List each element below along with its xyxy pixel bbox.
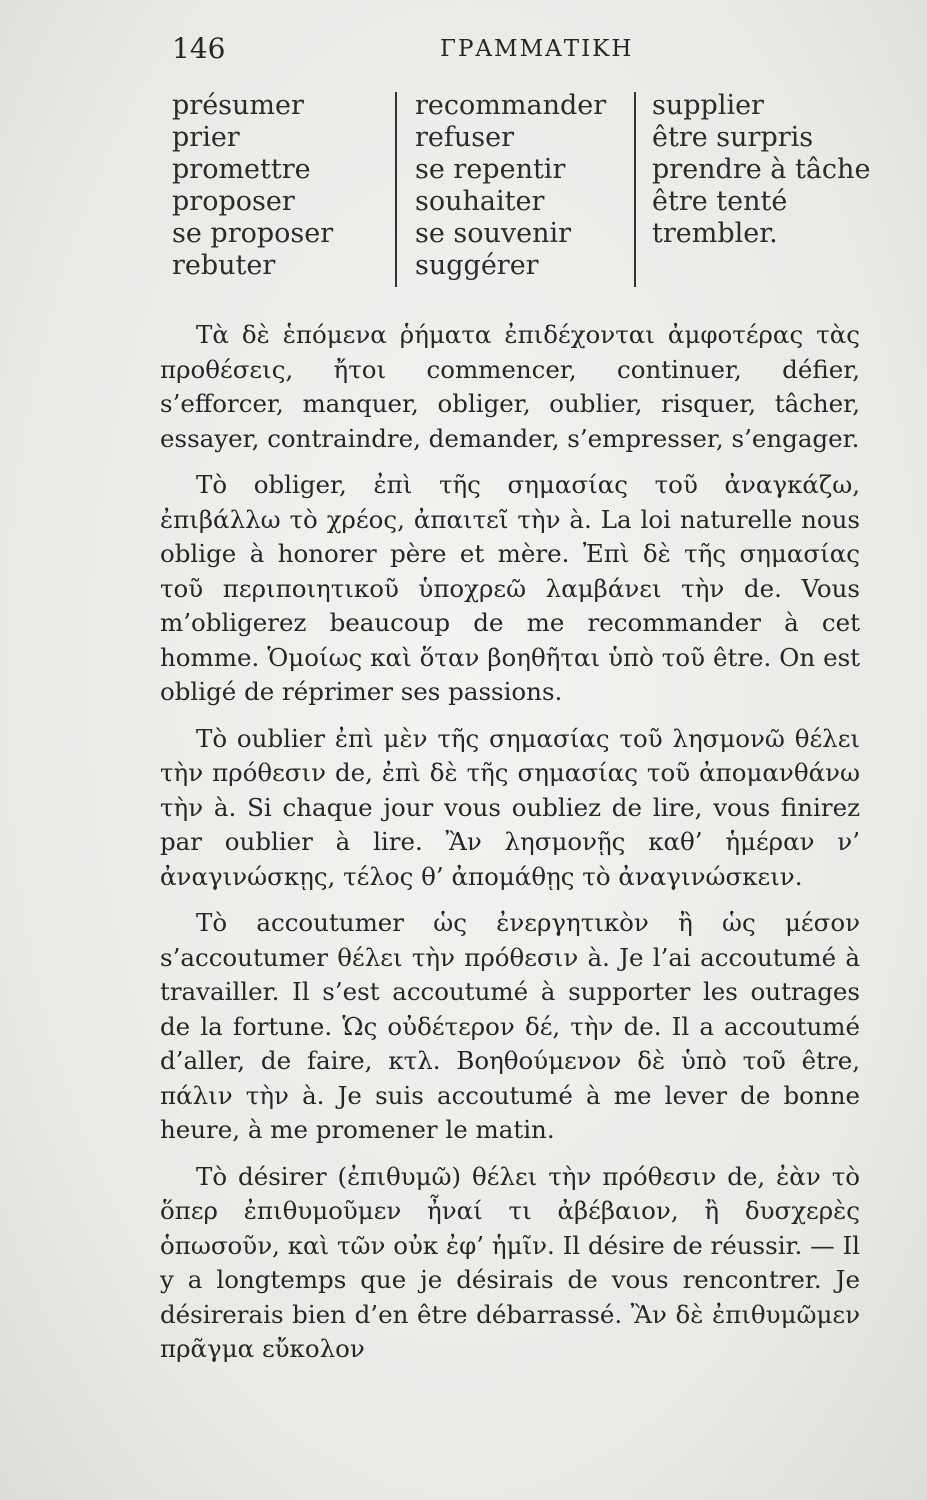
paragraph-obliger: Τὸ obliger, ἐπὶ τῆς σημασίας τοῦ ἀναγκάζω, ἐπιβάλλω τὸ χρέος, ἀπαιτεῖ τὴν à. La loi naturelle nous oblige à honorer père et mère. Ἐπὶ δὲ τῆς σημασίας τοῦ περιποιητικοῦ ὑποχρεῶ λαμβάνει τὴν de. Vous m’obligerez beaucoup de me recommander à cet homme. Ὁμοίως καὶ ὅταν βοηθῆται ὑπὸ τοῦ être. On est obligé de réprimer ses passions. (160, 470, 860, 706)
verb-item: promettre (172, 154, 311, 185)
verb-item: trembler. (652, 218, 778, 249)
verb-item: prendre à tâche (652, 154, 871, 185)
verb-item: supplier (652, 90, 764, 121)
verb-item: se proposer (172, 218, 334, 249)
verb-item: recommander (415, 90, 607, 121)
verb-item: souhaiter (415, 186, 545, 217)
paragraph-both-prepositions: Τὰ δὲ ἑπόμενα ῥήματα ἐπιδέχονται ἀμφοτέρας τὰς προθέσεις, ἤτοι commencer, continuer, défier, s’efforcer, manquer, obliger, oublier, risquer, tâcher, essayer, contraindre, demander, s’empresser, s’engager. (160, 320, 860, 453)
page-header (172, 30, 862, 70)
verb-item: proposer (172, 186, 295, 217)
verb-item: être tenté (652, 186, 788, 217)
verb-item: suggérer (415, 250, 539, 281)
verb-item: rebuter (172, 250, 276, 281)
column-divider (634, 92, 636, 287)
verb-item: refuser (415, 122, 515, 153)
verb-item: prier (172, 122, 240, 153)
body-text (160, 318, 860, 1379)
verb-column-3 (652, 90, 872, 250)
running-title: ΓΡΑΜΜΑΤΙΚΗ (440, 36, 634, 62)
verb-list-columns (172, 90, 872, 290)
paragraph-oublier: Τὸ oublier ἐπὶ μὲν τῆς σημασίας τοῦ λησμονῶ θέλει τὴν πρόθεσιν de, ἐπὶ δὲ τῆς σημασίας τοῦ ἀπομανθάνω τὴν à. Si chaque jour vous oubliez de lire, vous finirez par oublier à lire. Ἂν λησμονῇς καθ’ ἡμέραν ν’ ἀναγινώσκῃς, τέλος θ’ ἀπομάθῃς τὸ ἀναγινώσκειν. (160, 723, 860, 891)
verb-item: se souvenir (415, 218, 572, 249)
page-number: 146 (172, 32, 226, 65)
verb-item: se repentir (415, 154, 566, 185)
paragraph-desirer: Τὸ désirer (ἐπιθυμῶ) θέλει τὴν πρόθεσιν de, ἐὰν τὸ ὅπερ ἐπιθυμοῦμεν ἦναί τι ἀβέβαιον, ἢ δυσχερὲς ὁπωσοῦν, καὶ τῶν οὐκ ἐφ’ ἡμῖν. Il désire de réussir. — Il y a longtemps que je désirais de vous rencontrer. Je désirerais bien d’en être débarrassé. Ἂν δὲ ἐπιθυμῶμεν πρᾶγμα εὔκολον (160, 1161, 860, 1363)
verb-column-1 (172, 90, 387, 282)
column-divider (395, 92, 397, 287)
verb-item: être surpris (652, 122, 814, 153)
paragraph-accoutumer: Τὸ accoutumer ὡς ἐνεργητικὸν ἢ ὡς μέσον s’accoutumer θέλει τὴν πρόθεσιν à. Je l’ai accoutumé à travailler. Il s’est accoutumé à supporter les outrages de la fortune. Ὡς οὐδέτερον δέ, τὴν de. Il a accoutumé d’aller, de faire, κτλ. Βοηθούμενον δὲ ὑπὸ τοῦ être, πάλιν τὴν à. Je suis accoutumé à me lever de bonne heure, à me promener le matin. (160, 908, 860, 1144)
verb-item: présumer (172, 90, 304, 121)
verb-column-2 (415, 90, 630, 282)
